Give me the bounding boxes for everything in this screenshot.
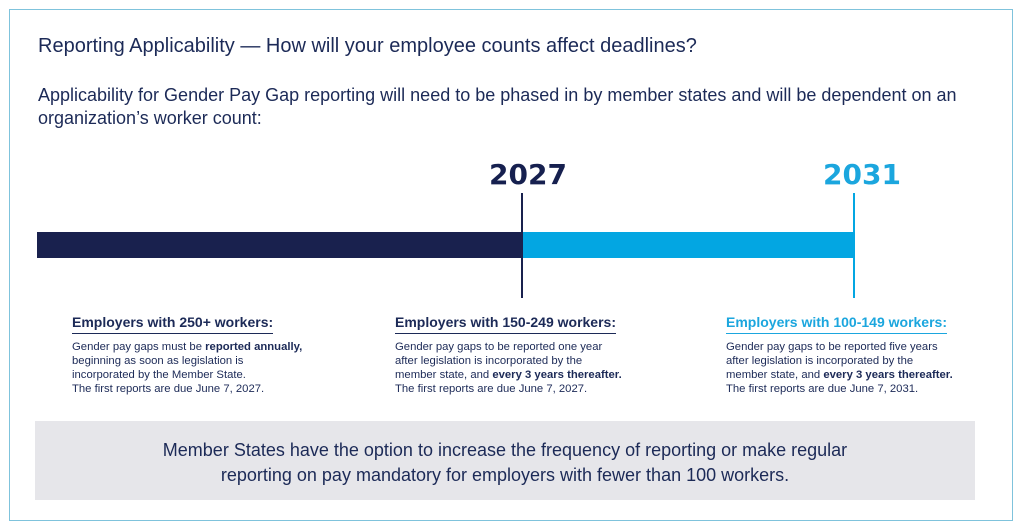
desc-emphasis: every 3 years thereafter.: [492, 369, 622, 381]
desc-text: member state, and: [395, 369, 493, 381]
desc-due-date: The first reports are due June 7, 2027.: [395, 383, 588, 395]
intro-text: Applicability for Gender Pay Gap reporting will need to be phased in by member states and will be dependent on an organization’s worker count:: [38, 85, 957, 128]
timeline-segment-2027-2031: [523, 232, 854, 258]
timeline-segment-pre-2027: [37, 232, 523, 258]
tier-description: [726, 340, 996, 396]
desc-text: Gender pay gaps to be reported five years: [726, 341, 938, 353]
milestone-year-2031: 2031: [823, 158, 901, 191]
note-text: [75, 438, 935, 488]
tier-description: [395, 340, 665, 396]
tier-heading: Employers with 100-149 workers:: [726, 314, 947, 334]
milestone-year-2027: 2027: [489, 158, 567, 191]
timeline-marker-2027: [521, 193, 523, 298]
page-title: Reporting Applicability — How will your employee counts affect deadlines?: [38, 35, 697, 57]
note-line: reporting on pay mandatory for employers with fewer than 100 workers.: [220, 465, 790, 485]
tier-100-149: [726, 314, 996, 396]
desc-text: incorporated by the Member State.: [72, 369, 246, 381]
tier-description: [72, 340, 342, 396]
note-line: Member States have the option to increase the frequency of reporting or make regular: [162, 440, 848, 460]
desc-text: after legislation is incorporated by the: [726, 355, 914, 367]
member-states-note: [35, 421, 975, 500]
desc-emphasis: reported annually,: [205, 341, 303, 353]
tier-250-plus: [72, 314, 342, 396]
desc-text: member state, and: [726, 369, 824, 381]
desc-text: Gender pay gaps must be: [72, 341, 206, 353]
tier-heading: Employers with 250+ workers:: [72, 314, 273, 334]
desc-text: Gender pay gaps to be reported one year: [395, 341, 603, 353]
tier-heading: Employers with 150-249 workers:: [395, 314, 616, 334]
desc-text: beginning as soon as legislation is: [72, 355, 244, 367]
desc-emphasis: every 3 years thereafter.: [823, 369, 953, 381]
desc-due-date: The first reports are due June 7, 2031.: [726, 383, 919, 395]
desc-due-date: The first reports are due June 7, 2027.: [72, 383, 265, 395]
tier-150-249: [395, 314, 665, 396]
desc-text: after legislation is incorporated by the: [395, 355, 583, 367]
timeline-marker-2031: [853, 193, 855, 298]
